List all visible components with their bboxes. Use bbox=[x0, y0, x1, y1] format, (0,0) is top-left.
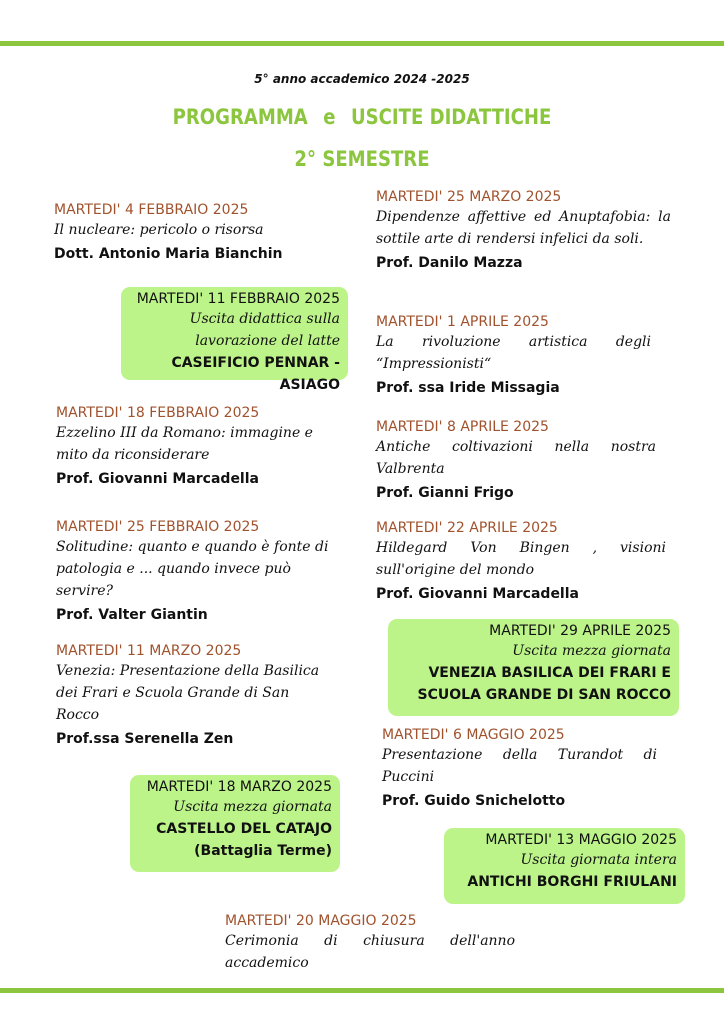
trip-topic: Uscita mezza giornata bbox=[512, 643, 671, 659]
trip-date: MARTEDI' 11 FEBBRAIO 2025 bbox=[136, 291, 340, 307]
trip-topic-line1: Uscita didattica sulla bbox=[189, 311, 340, 327]
event-topic: Antiche coltivazioni nella nostra Valbrenta bbox=[376, 439, 656, 477]
event-topic: Hildegard Von Bingen , visioni sull'origine del mondo bbox=[376, 540, 666, 578]
event-date: MARTEDI' 20 MAGGIO 2025 bbox=[225, 913, 417, 929]
trip-date: MARTEDI' 18 MARZO 2025 bbox=[146, 779, 332, 795]
title-part1: PROGRAMMA bbox=[172, 105, 308, 129]
event-topic: Dipendenze affettive ed Anuptafobia: la sottile arte di rendersi infelici da soli. bbox=[376, 209, 671, 247]
top-rule bbox=[0, 41, 724, 46]
event-6-mag bbox=[382, 727, 657, 810]
academic-year: 5° anno accademico 2024 -2025 bbox=[254, 72, 470, 86]
event-4-feb bbox=[54, 202, 324, 263]
trip-topic-line2: lavorazione del latte bbox=[195, 333, 340, 349]
trip-29-apr bbox=[388, 619, 679, 716]
event-speaker: Prof. Giovanni Marcadella bbox=[376, 586, 579, 602]
event-25-feb bbox=[56, 519, 339, 624]
event-speaker: Prof. ssa Iride Missagia bbox=[376, 380, 560, 396]
event-speaker: Prof. Valter Giantin bbox=[56, 607, 208, 623]
trip-place: ANTICHI BORGHI FRIULANI bbox=[467, 874, 677, 890]
event-topic: La rivoluzione artistica degli “Impressionisti“ bbox=[376, 334, 651, 372]
event-date: MARTEDI' 4 FEBBRAIO 2025 bbox=[54, 202, 249, 218]
event-1-apr bbox=[376, 314, 651, 397]
event-date: MARTEDI' 25 FEBBRAIO 2025 bbox=[56, 519, 260, 535]
event-date: MARTEDI' 6 MAGGIO 2025 bbox=[382, 727, 565, 743]
trip-13-mag bbox=[444, 828, 685, 904]
trip-topic: Uscita mezza giornata bbox=[173, 799, 332, 815]
event-date: MARTEDI' 22 APRILE 2025 bbox=[376, 520, 558, 536]
event-topic: Il nucleare: pericolo o risorsa bbox=[54, 222, 264, 238]
trip-topic: Uscita giornata intera bbox=[520, 852, 677, 868]
event-date: MARTEDI' 18 FEBBRAIO 2025 bbox=[56, 405, 260, 421]
event-8-apr bbox=[376, 419, 656, 502]
trip-place-line1: VENEZIA BASILICA DEI FRARI E bbox=[428, 665, 671, 681]
event-speaker: Prof.ssa Serenella Zen bbox=[56, 731, 234, 747]
event-topic: Cerimonia di chiusura dell'anno accademico bbox=[225, 933, 515, 971]
event-speaker: Prof. Giovanni Marcadella bbox=[56, 471, 259, 487]
event-topic: Presentazione della Turandot di Puccini bbox=[382, 747, 657, 785]
trip-place-line2: (Battaglia Terme) bbox=[194, 843, 332, 859]
event-topic: Solitudine: quanto e quando è fonte di patologia e ... quando invece può servire? bbox=[56, 539, 329, 599]
page-title bbox=[51, 105, 674, 129]
event-date: MARTEDI' 1 APRILE 2025 bbox=[376, 314, 549, 330]
trip-18-mar bbox=[130, 775, 340, 872]
event-date: MARTEDI' 25 MARZO 2025 bbox=[376, 189, 562, 205]
trip-date: MARTEDI' 29 APRILE 2025 bbox=[489, 623, 671, 639]
event-speaker: Dott. Antonio Maria Bianchin bbox=[54, 246, 283, 262]
event-date: MARTEDI' 8 APRILE 2025 bbox=[376, 419, 549, 435]
title-part2: USCITE DIDATTICHE bbox=[350, 105, 552, 129]
semester-title: 2° SEMESTRE bbox=[294, 147, 430, 171]
event-11-mar bbox=[56, 643, 331, 748]
event-18-feb bbox=[56, 405, 331, 488]
event-speaker: Prof. Guido Snichelotto bbox=[382, 793, 566, 809]
event-topic: Venezia: Presentazione della Basilica dei Frari e Scuola Grande di San Rocco bbox=[56, 663, 320, 723]
trip-place: CASEIFICIO PENNAR - ASIAGO bbox=[171, 355, 340, 393]
title-conj: e bbox=[323, 105, 336, 129]
bottom-rule bbox=[0, 988, 724, 993]
trip-date: MARTEDI' 13 MAGGIO 2025 bbox=[485, 832, 677, 848]
event-22-apr bbox=[376, 520, 666, 603]
event-20-mag bbox=[225, 913, 515, 974]
trip-place-line1: CASTELLO DEL CATAJO bbox=[156, 821, 332, 837]
trip-11-feb bbox=[121, 287, 348, 393]
event-25-mar bbox=[376, 189, 671, 272]
event-speaker: Prof. Gianni Frigo bbox=[376, 485, 514, 501]
event-date: MARTEDI' 11 MARZO 2025 bbox=[56, 643, 242, 659]
trip-place-line2: SCUOLA GRANDE DI SAN ROCCO bbox=[417, 687, 671, 703]
event-topic: Ezzelino III da Romano: immagine e mito da riconsiderare bbox=[56, 425, 313, 463]
event-speaker: Prof. Danilo Mazza bbox=[376, 255, 523, 271]
